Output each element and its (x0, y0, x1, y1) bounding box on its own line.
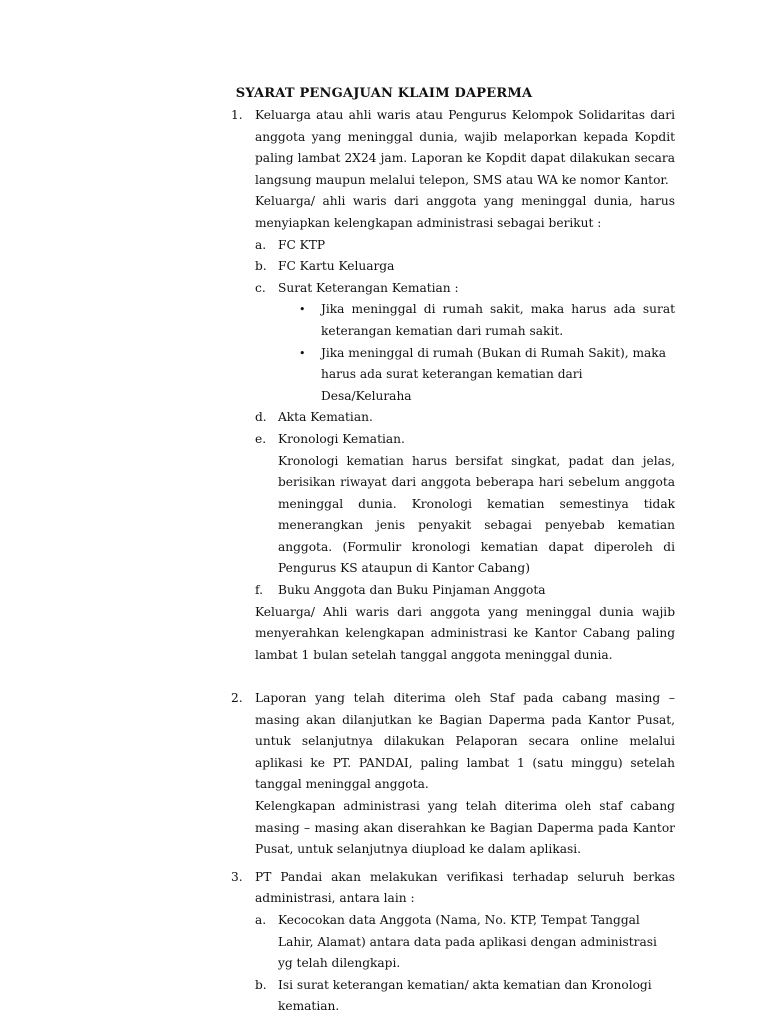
section-3 (231, 867, 675, 1018)
item-letter: a. (255, 912, 267, 927)
document-title: SYARAT PENGAJUAN KLAIM DAPERMA (235, 86, 533, 101)
document-body (231, 105, 675, 1018)
item-text: Kecocokan data Anggota (Nama, No. KTP, Tempat Tanggal Lahir, Alamat) antara data pada aplikasi dengan administrasi yg telah dilengkapi. (278, 912, 657, 971)
item-letter: b. (255, 977, 267, 992)
item-letter: c. (255, 280, 266, 295)
section-number: 1. (231, 108, 243, 122)
section-1-closing: Keluarga/ Ahli waris dari anggota yang meninggal dunia wajib menyerahkan kelengkapan administrasi ke Kantor Cabang paling lambat 1 bulan setelah tanggal anggota meninggal dunia. (255, 604, 675, 662)
list-item-a (255, 235, 675, 257)
section-1 (231, 105, 675, 666)
item-letter: d. (255, 410, 267, 425)
item-letter: f. (255, 583, 263, 598)
item-text: Buku Anggota dan Buku Pinjaman Anggota (278, 583, 546, 598)
spacer (231, 666, 675, 688)
item-text: Surat Keterangan Kematian : (278, 280, 459, 295)
bullet-icon: • (299, 303, 306, 317)
section-2-intro: Laporan yang telah diterima oleh Staf pada cabang masing – masing akan dilanjutkan ke Bagian Daperma pada Kantor Pusat, untuk selanjutnya dilakukan Pelaporan secara online melalui aplikasi ke PT. PANDAI, paling lambat 1 (satu minggu) setelah tanggal meninggal anggota. (255, 691, 675, 792)
section-2-para: Kelengkapan administrasi yang telah diterima oleh staf cabang masing – masing akan diserahkan ke Bagian Daperma pada Kantor Pusat, untuk selanjutnya diupload ke dalam aplikasi. (255, 799, 675, 857)
section-3-intro: PT Pandai akan melakukan verifikasi terhadap seluruh berkas administrasi, antara lain : (255, 869, 675, 906)
list-item-c (255, 278, 675, 408)
item-letter: e. (255, 431, 267, 446)
section-2 (231, 688, 675, 861)
list-item-b (255, 256, 675, 278)
list-item-e (255, 429, 675, 580)
bullet-item-hospital (299, 299, 675, 342)
list-item-a (255, 910, 675, 975)
item-text: Akta Kematian. (278, 410, 373, 425)
item-text: Isi surat keterangan kematian/ akta kematian dan Kronologi kematian. (278, 977, 652, 1014)
section-number: 3. (231, 869, 243, 884)
list-item-d (255, 407, 675, 429)
item-text: FC KTP (278, 237, 326, 252)
item-text: FC Kartu Keluarga (278, 259, 395, 274)
bullet-icon: • (299, 346, 306, 360)
item-letter: b. (255, 259, 267, 274)
item-text: Kronologi Kematian. (278, 431, 405, 446)
item-letter: a. (255, 237, 267, 252)
bullet-text: Jika meninggal di rumah sakit, maka harus ada surat keterangan kematian dari rumah sakit. (321, 302, 675, 338)
list-item-f (255, 580, 675, 602)
section-1-intro: Keluarga atau ahli waris atau Pengurus Kelompok Solidaritas dari anggota yang meninggal dunia, wajib melaporkan kepada Kopdit paling lambat 2X24 jam. Laporan ke Kopdit dapat dilakukan secara langsung maupun melalui telepon, SMS atau WA ke nomor Kantor. (255, 108, 675, 187)
bullet-text: Jika meninggal di rumah (Bukan di Rumah Sakit), maka harus ada surat keterangan kematian dari Desa/Keluraha (321, 345, 666, 403)
section-1-requirements-intro: Keluarga/ ahli waris dari anggota yang meninggal dunia, harus menyiapkan kelengkapan administrasi sebagai berikut : (255, 194, 675, 230)
section-number: 2. (231, 691, 243, 706)
bullet-item-home (299, 343, 675, 408)
list-item-b (255, 975, 675, 1018)
kronologi-detail: Kronologi kematian harus bersifat singkat, padat dan jelas, berisikan riwayat dari anggota beberapa hari sebelum anggota meninggal dunia. Kronologi kematian semestinya tidak menerangkan jenis penyakit sebagai penyebab kematian anggota. (Formulir kronologi kematian dapat diperoleh di Pengurus KS ataupun di Kantor Cabang) (278, 453, 675, 576)
